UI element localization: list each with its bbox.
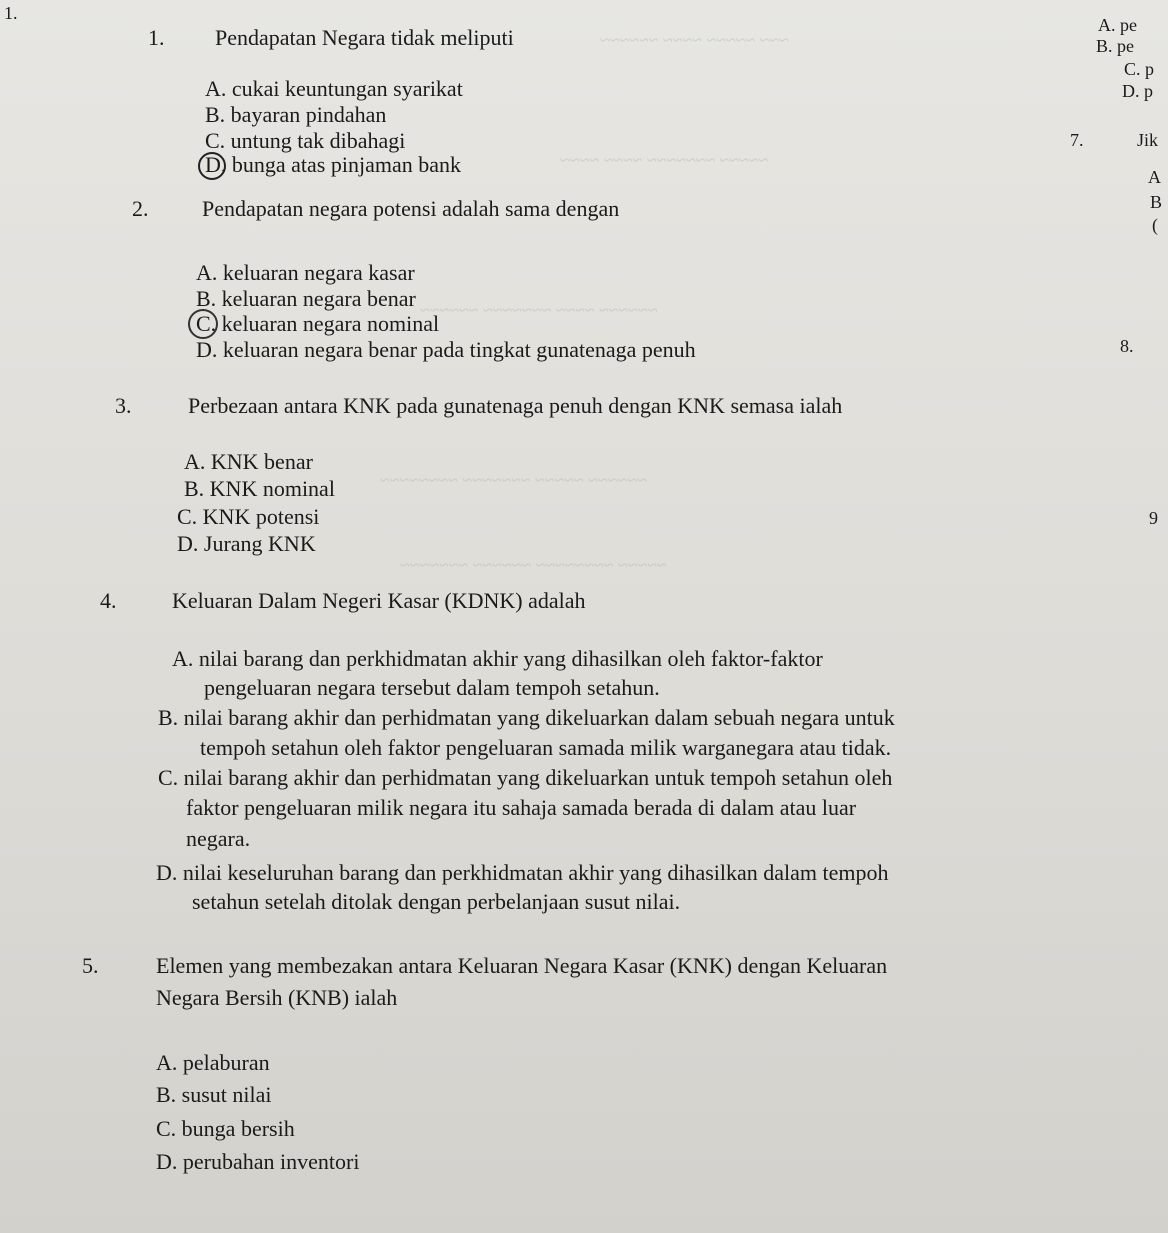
option-c-line2: faktor pengeluaran milik negara itu sahaja samada berada di dalam atau luar [186,795,857,820]
question-number: 1. [148,25,165,50]
option-c: C. untung tak dibahagi [205,128,406,153]
option-d-line2: setahun setelah ditolak dengan perbelanjaan susut nilai. [192,889,681,914]
option-a: A. pelaburan [156,1050,270,1075]
question-number: 4. [100,588,117,613]
option-b: B. KNK nominal [184,476,335,501]
question-text: Perbezaan antara KNK pada gunatenaga penuh dengan KNK semasa ialah [188,393,843,418]
question-text: Keluaran Dalam Negeri Kasar (KDNK) adalah [172,588,586,613]
option-b-line1: B. nilai barang akhir dan perhidmatan yang dikeluarkan dalam sebuah negara untuk [158,705,895,730]
right-fragment: 8. [1120,336,1134,356]
right-fragment: A [1148,167,1161,187]
option-b: B. susut nilai [156,1082,272,1107]
question-text-line2: Negara Bersih (KNB) ialah [156,985,398,1010]
option-a-line2: pengeluaran negara tersebut dalam tempoh setahun. [204,675,660,700]
option-c-line3: negara. [186,826,251,851]
bleed-through-text: ~~~~~ ~~~~~~~~ ~~~~~~ ~~~~~~~ [400,555,667,575]
option-d: D. Jurang KNK [177,531,316,556]
option-c: C. KNK potensi [177,504,320,529]
option-b: B. keluaran negara benar [196,286,416,311]
answer-circle-mark [198,152,226,180]
bleed-through-text: ~~~ ~~~~~ ~~~~ ~~~~~~ [600,30,789,50]
option-d: D. perubahan inventori [156,1149,360,1174]
right-fragment: 9 [1149,508,1158,528]
answer-circle-mark [188,309,218,339]
option-d-line1: D. nilai keseluruhan barang dan perkhidmatan akhir yang dihasilkan dalam tempoh [156,860,889,885]
option-a: A. keluaran negara kasar [196,260,415,285]
option-b: B. bayaran pindahan [205,102,387,127]
right-fragment: Jik [1137,130,1159,150]
bleed-through-text: ~~~~~ ~~~~~~~ ~~~~ ~~~~ [560,150,769,170]
right-fragment: C. p [1124,59,1155,79]
question-number: 2. [132,196,149,221]
right-fragment: A. pe [1098,15,1137,35]
question-number: 5. [82,953,99,978]
question-text: Pendapatan negara potensi adalah sama dengan [202,196,620,221]
question-text-line1: Elemen yang membezakan antara Keluaran Negara Kasar (KNK) dengan Keluaran [156,953,888,978]
option-d: D. keluaran negara benar pada tingkat gunatenaga penuh [196,337,696,362]
right-fragment: 7. [1070,130,1084,150]
bleed-through-text: ~~~~~~ ~~~~~ ~~~~~~~ ~~~~~~~~ [380,470,647,490]
question-text: Pendapatan Negara tidak meliputi [215,25,514,50]
right-fragment: B. pe [1096,36,1134,56]
right-fragment: B [1150,192,1163,212]
option-b-line2: tempoh setahun oleh faktor pengeluaran samada milik warganegara atau tidak. [200,735,892,760]
option-c: C. bunga bersih [156,1116,295,1141]
option-a: A. KNK benar [184,449,313,474]
page-marker: 1. [4,3,18,23]
question-number: 3. [115,393,132,418]
option-c-line1: C. nilai barang akhir dan perhidmatan yang dikeluarkan untuk tempoh setahun oleh [158,765,893,790]
right-fragment: D. p [1122,81,1153,101]
option-c: C. keluaran negara nominal [196,311,440,336]
option-a: A. cukai keuntungan syarikat [205,76,463,101]
option-a-line1: A. nilai barang dan perkhidmatan akhir yang dihasilkan oleh faktor-faktor [172,646,823,671]
bleed-through-text: ~~~~~~ ~~~~ ~~~~~~~ ~~~~~~ [420,300,658,320]
right-fragment: ( [1152,215,1158,235]
option-d: D. bunga atas pinjaman bank [205,152,461,177]
